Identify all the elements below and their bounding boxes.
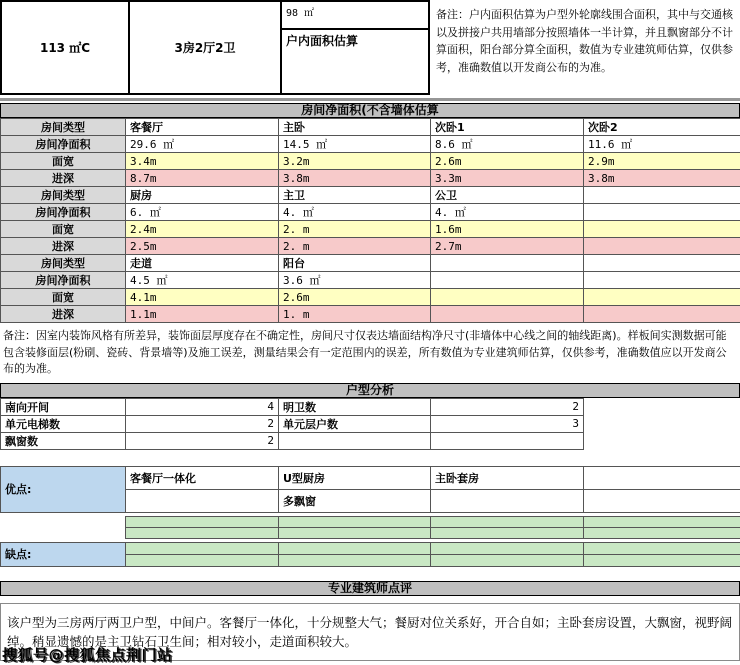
room-area-cell <box>584 272 740 289</box>
separator-bar <box>0 98 740 101</box>
room-type-cell <box>431 255 584 272</box>
row-label: 进深 <box>1 306 126 323</box>
green-cell <box>430 516 583 527</box>
analysis-label <box>279 432 431 449</box>
unit-area-cell: 113 ㎡C <box>1 1 129 94</box>
green-cell <box>583 527 740 538</box>
table-row <box>0 527 740 538</box>
cons-cell <box>431 542 584 554</box>
unit-summary-section <box>0 0 740 95</box>
green-cell <box>125 516 278 527</box>
cons-table <box>0 542 740 567</box>
pros-cell <box>584 466 740 489</box>
room-type-cell: 阳台 <box>279 255 431 272</box>
green-spacer-table <box>0 516 740 539</box>
room-type-cell: 客餐厅 <box>126 119 279 136</box>
analysis-row <box>1 415 584 432</box>
room-type-cell: 走道 <box>126 255 279 272</box>
unit-layout-cell: 3房2厅2卫 <box>129 1 281 94</box>
green-cell <box>278 516 430 527</box>
table-row <box>1 136 740 153</box>
cons-cell <box>431 554 584 566</box>
analysis-row <box>1 398 584 415</box>
room-area-cell: 8.6 ㎡ <box>431 136 584 153</box>
room-area-cell: 6. ㎡ <box>126 204 279 221</box>
room-width-cell: 2.4m <box>126 221 279 238</box>
section-header-room-area: 房间净面积(不含墙体估算 <box>0 103 740 118</box>
review-text: 该户型为三房两厅两卫户型，中间户。客餐厅一体化，十分规整大气；餐厨对位关系好，开合自如；主卧套房设置，大飘窗，视野阔绰。稍显遗憾的是主卫钻石卫生间；相对较小，走道面积较大。 <box>0 603 740 662</box>
cons-label: 缺点: <box>1 542 126 566</box>
watermark: 搜狐号@搜狐焦点荆门站 <box>2 646 173 664</box>
analysis-value: 4 <box>126 398 279 415</box>
pros-cell: 主卧套房 <box>431 466 584 489</box>
analysis-value: 2 <box>431 398 584 415</box>
room-width-cell: 2.6m <box>431 153 584 170</box>
room-width-cell: 3.4m <box>126 153 279 170</box>
row-label: 房间类型 <box>1 119 126 136</box>
cons-cell <box>279 554 431 566</box>
room-width-cell <box>584 221 740 238</box>
room-depth-cell: 8.7m <box>126 170 279 187</box>
cons-cell <box>584 554 740 566</box>
pros-label: 优点: <box>1 466 126 512</box>
row-label: 面宽 <box>1 153 126 170</box>
analysis-label: 单元层户数 <box>279 415 431 432</box>
analysis-table <box>0 398 584 450</box>
room-width-cell <box>431 289 584 306</box>
row-label: 房间净面积 <box>1 136 126 153</box>
analysis-label: 单元电梯数 <box>1 415 126 432</box>
table-row <box>1 289 740 306</box>
room-area-table <box>0 118 740 323</box>
pros-cell <box>126 489 279 512</box>
room-area-cell <box>431 272 584 289</box>
pros-cell: U型厨房 <box>279 466 431 489</box>
room-depth-cell <box>431 306 584 323</box>
table-row <box>1 306 740 323</box>
cons-cell <box>126 542 279 554</box>
pros-cell: 多飘窗 <box>279 489 431 512</box>
room-depth-cell: 1.1m <box>126 306 279 323</box>
top-note-text: 备注：户内面积估算为户型外轮廓线围合面积，其中与交通核以及拼接户共用墙部分按照墙体一半计算，并且飘窗部分不计算面积，阳台部分算全面积，数值为专业建筑师估算，仅供参考，准确数值以开发商公布的为准。 <box>436 8 733 74</box>
room-depth-cell: 2. m <box>279 238 431 255</box>
cons-cell <box>126 554 279 566</box>
empty-cell <box>0 516 125 527</box>
room-area-note: 备注：因室内装饰风格有所差异，装饰面层厚度存在不确定性，房间尺寸仅表达墙面结构净尺寸(非墙体中心线之间的轴线距离)。样板间实测数据可能包含装修面层(粉刷、瓷砖、背景墙等)及施工误差，测量结果会有一定范围内的误差，所有数值为专业建筑师估算，仅供参考，准确数值应以开发商公布的为准。 <box>3 329 727 375</box>
table-row <box>1 170 740 187</box>
analysis-row <box>1 432 584 449</box>
room-depth-cell: 3.3m <box>431 170 584 187</box>
room-depth-cell: 3.8m <box>584 170 740 187</box>
table-row <box>1 255 740 272</box>
room-width-cell: 4.1m <box>126 289 279 306</box>
section-header-analysis: 户型分析 <box>0 383 740 398</box>
room-width-cell: 3.2m <box>279 153 431 170</box>
analysis-value: 3 <box>431 415 584 432</box>
room-area-cell: 3.6 ㎡ <box>279 272 431 289</box>
row-label: 进深 <box>1 238 126 255</box>
table-row <box>1 238 740 255</box>
green-cell <box>583 516 740 527</box>
room-depth-cell <box>584 238 740 255</box>
room-depth-cell: 3.8m <box>279 170 431 187</box>
green-cell <box>430 527 583 538</box>
analysis-value: 2 <box>126 432 279 449</box>
room-width-cell: 2. m <box>279 221 431 238</box>
room-width-cell: 1.6m <box>431 221 584 238</box>
table-row <box>1 204 740 221</box>
room-area-cell: 4. ㎡ <box>279 204 431 221</box>
room-type-cell <box>584 255 740 272</box>
inner-area-title-cell: 户内面积估算 <box>281 29 429 94</box>
pros-cell <box>431 489 584 512</box>
unit-summary-table <box>0 0 430 95</box>
room-area-cell: 29.6 ㎡ <box>126 136 279 153</box>
room-depth-cell <box>584 306 740 323</box>
room-width-cell <box>584 289 740 306</box>
section-header-review: 专业建筑师点评 <box>0 581 740 596</box>
row-label: 房间类型 <box>1 187 126 204</box>
table-row <box>1 221 740 238</box>
table-row <box>1 153 740 170</box>
pros-table <box>0 466 740 513</box>
room-type-cell: 主卧 <box>279 119 431 136</box>
row-label: 房间净面积 <box>1 272 126 289</box>
cons-cell <box>584 542 740 554</box>
pros-cell <box>584 489 740 512</box>
room-depth-cell: 2.7m <box>431 238 584 255</box>
analysis-label: 明卫数 <box>279 398 431 415</box>
table-row <box>0 516 740 527</box>
empty-cell <box>0 527 125 538</box>
row-label: 进深 <box>1 170 126 187</box>
room-area-cell <box>584 204 740 221</box>
analysis-value: 2 <box>126 415 279 432</box>
inner-area-value-cell: 98 ㎡ <box>281 1 429 29</box>
analysis-label: 南向开间 <box>1 398 126 415</box>
room-area-cell: 11.6 ㎡ <box>584 136 740 153</box>
row-label: 房间净面积 <box>1 204 126 221</box>
table-row <box>1 542 740 554</box>
room-depth-cell: 1. m <box>279 306 431 323</box>
room-type-cell: 厨房 <box>126 187 279 204</box>
room-type-cell: 公卫 <box>431 187 584 204</box>
room-area-cell: 14.5 ㎡ <box>279 136 431 153</box>
room-type-cell <box>584 187 740 204</box>
table-row <box>1 187 740 204</box>
room-width-cell: 2.6m <box>279 289 431 306</box>
green-cell <box>125 527 278 538</box>
row-label: 面宽 <box>1 221 126 238</box>
green-cell <box>278 527 430 538</box>
room-depth-cell: 2.5m <box>126 238 279 255</box>
table-row <box>1 272 740 289</box>
pros-cell: 客餐厅一体化 <box>126 466 279 489</box>
room-type-cell: 主卫 <box>279 187 431 204</box>
room-width-cell: 2.9m <box>584 153 740 170</box>
table-row <box>1 466 740 489</box>
room-type-cell: 次卧2 <box>584 119 740 136</box>
room-type-cell: 次卧1 <box>431 119 584 136</box>
row-label: 房间类型 <box>1 255 126 272</box>
analysis-value <box>431 432 584 449</box>
cons-cell <box>279 542 431 554</box>
table-row <box>1 119 740 136</box>
table-row <box>1 1 429 29</box>
row-label: 面宽 <box>1 289 126 306</box>
room-area-cell: 4. ㎡ <box>431 204 584 221</box>
room-area-cell: 4.5 ㎡ <box>126 272 279 289</box>
analysis-label: 飘窗数 <box>1 432 126 449</box>
